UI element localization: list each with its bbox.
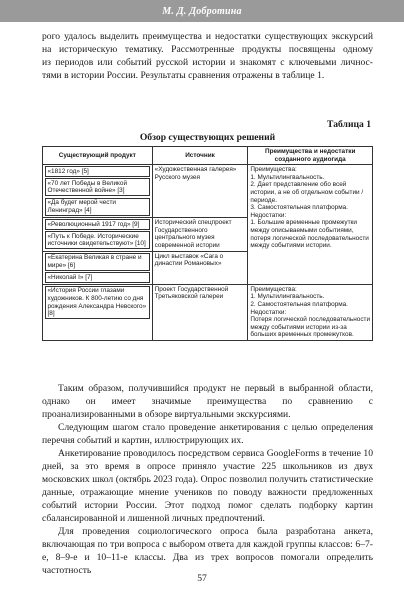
product-item: «Екатерина Великая в стране и мире» [6] [45,253,150,271]
intro-line: из периодов или событий русской истории и знакомят с ключевыми личнос- [42,57,373,68]
product-cell [43,165,153,218]
source-cell: Цикл выставок «Сага о династии Романовых» [152,251,248,284]
source-cell: Исторический спецпроект Государственного центрального музея современной истории [152,218,248,251]
table-row [43,165,373,218]
product-item: «1812 год» [5] [45,166,150,177]
column-header: Источник [152,147,248,165]
intro-paragraph [42,30,373,82]
intro-line: на историческую тематику. Рассмотренные продукты посвящены одному [42,44,373,55]
product-cell [43,251,153,284]
page-number: 57 [197,573,207,584]
product-item: «Николай I» [7] [45,272,150,283]
table-row [43,284,373,340]
product-cell [43,284,153,340]
table-header-row [43,147,373,165]
column-header: Преимущества и недостатки созданного аудиогида [248,147,373,165]
product-item: «История России глазами художников. К 800-летию со дня рождения Александра Невского» [8] [45,286,150,319]
product-item: «Путь к Победе. Исторические источники свидетельствуют» [10] [45,231,150,249]
source-cell: Проект Государственной Третьяковской галереи [152,284,248,340]
table-title: Обзор существующих решений [139,132,276,143]
product-item: «70 лет Победы в Великой Отечественной войне» [3] [45,178,150,196]
source-cell: «Художественная галерея» Русского музея [152,165,248,218]
comparison-table [42,146,373,341]
product-item: «Революционный 1917 год» [9] [45,219,150,230]
table-label: Таблица 1 [327,119,371,130]
body-text [42,382,373,577]
intro-line: рого удалось выделить преимущества и недостатки существующих экскурсий [42,31,373,42]
paragraph: Следующим шагом стало проведение анкетирования с целью определения перечня событий и картин, иллюстрирующих их. [42,422,373,446]
paragraph: Для проведения социологического опроса была разработана анкета, включающая по три вопроса с выбором ответа для каждой группы классов: 6–7-е, 8–9-е и 10–11-е классы. Два из трех вопросов помогали определить частотность [42,526,373,576]
running-header [0,0,404,22]
pros-cons-cell: Преимущества: 1. Мультилингвальность. 2. Дает представление обо всей истории, а не об отдельном событии / периоде. 3. Самостоятельная платформа. Недостатки: 1. Большие временные промежутки между описываемыми событиями, потеря логической последовательности между событиями истории. [248,165,373,285]
column-header: Существующий продукт [43,147,153,165]
paragraph: Таким образом, получившийся продукт не первый в выбранной области, однако он имеет значимые преимущества по сравнению с проанализированными в обзоре виртуальными экскурсиями. [42,383,373,420]
product-cell [43,218,153,251]
author-name: М. Д. Добротина [162,5,242,17]
pros-cons-cell: Преимущества: 1. Мультилингвальность. 2. Самостоятельная платформа. Недостатки: Потеря логической последовательности между событиями истории из-за больших временных промежутков. [248,284,373,340]
product-item: «Да будет мерой чести Ленинград» [4] [45,198,150,216]
intro-line: тями в истории России. Результаты сравнения отражены в таблице 1. [42,70,325,81]
paragraph: Анкетирование проводилось посредством сервиса GoogleForms в течение 10 дней, за это время в опросе приняло участие 225 школьников из двух московских школ (октябрь 2023 года). Опрос позволил получить статистические данные, отражающие мнение учеников по поводу важности предложенных событий истории России. Этот подход помог сделать подборку картин сбалансированной и лишенной личных предпочтений. [42,448,373,524]
